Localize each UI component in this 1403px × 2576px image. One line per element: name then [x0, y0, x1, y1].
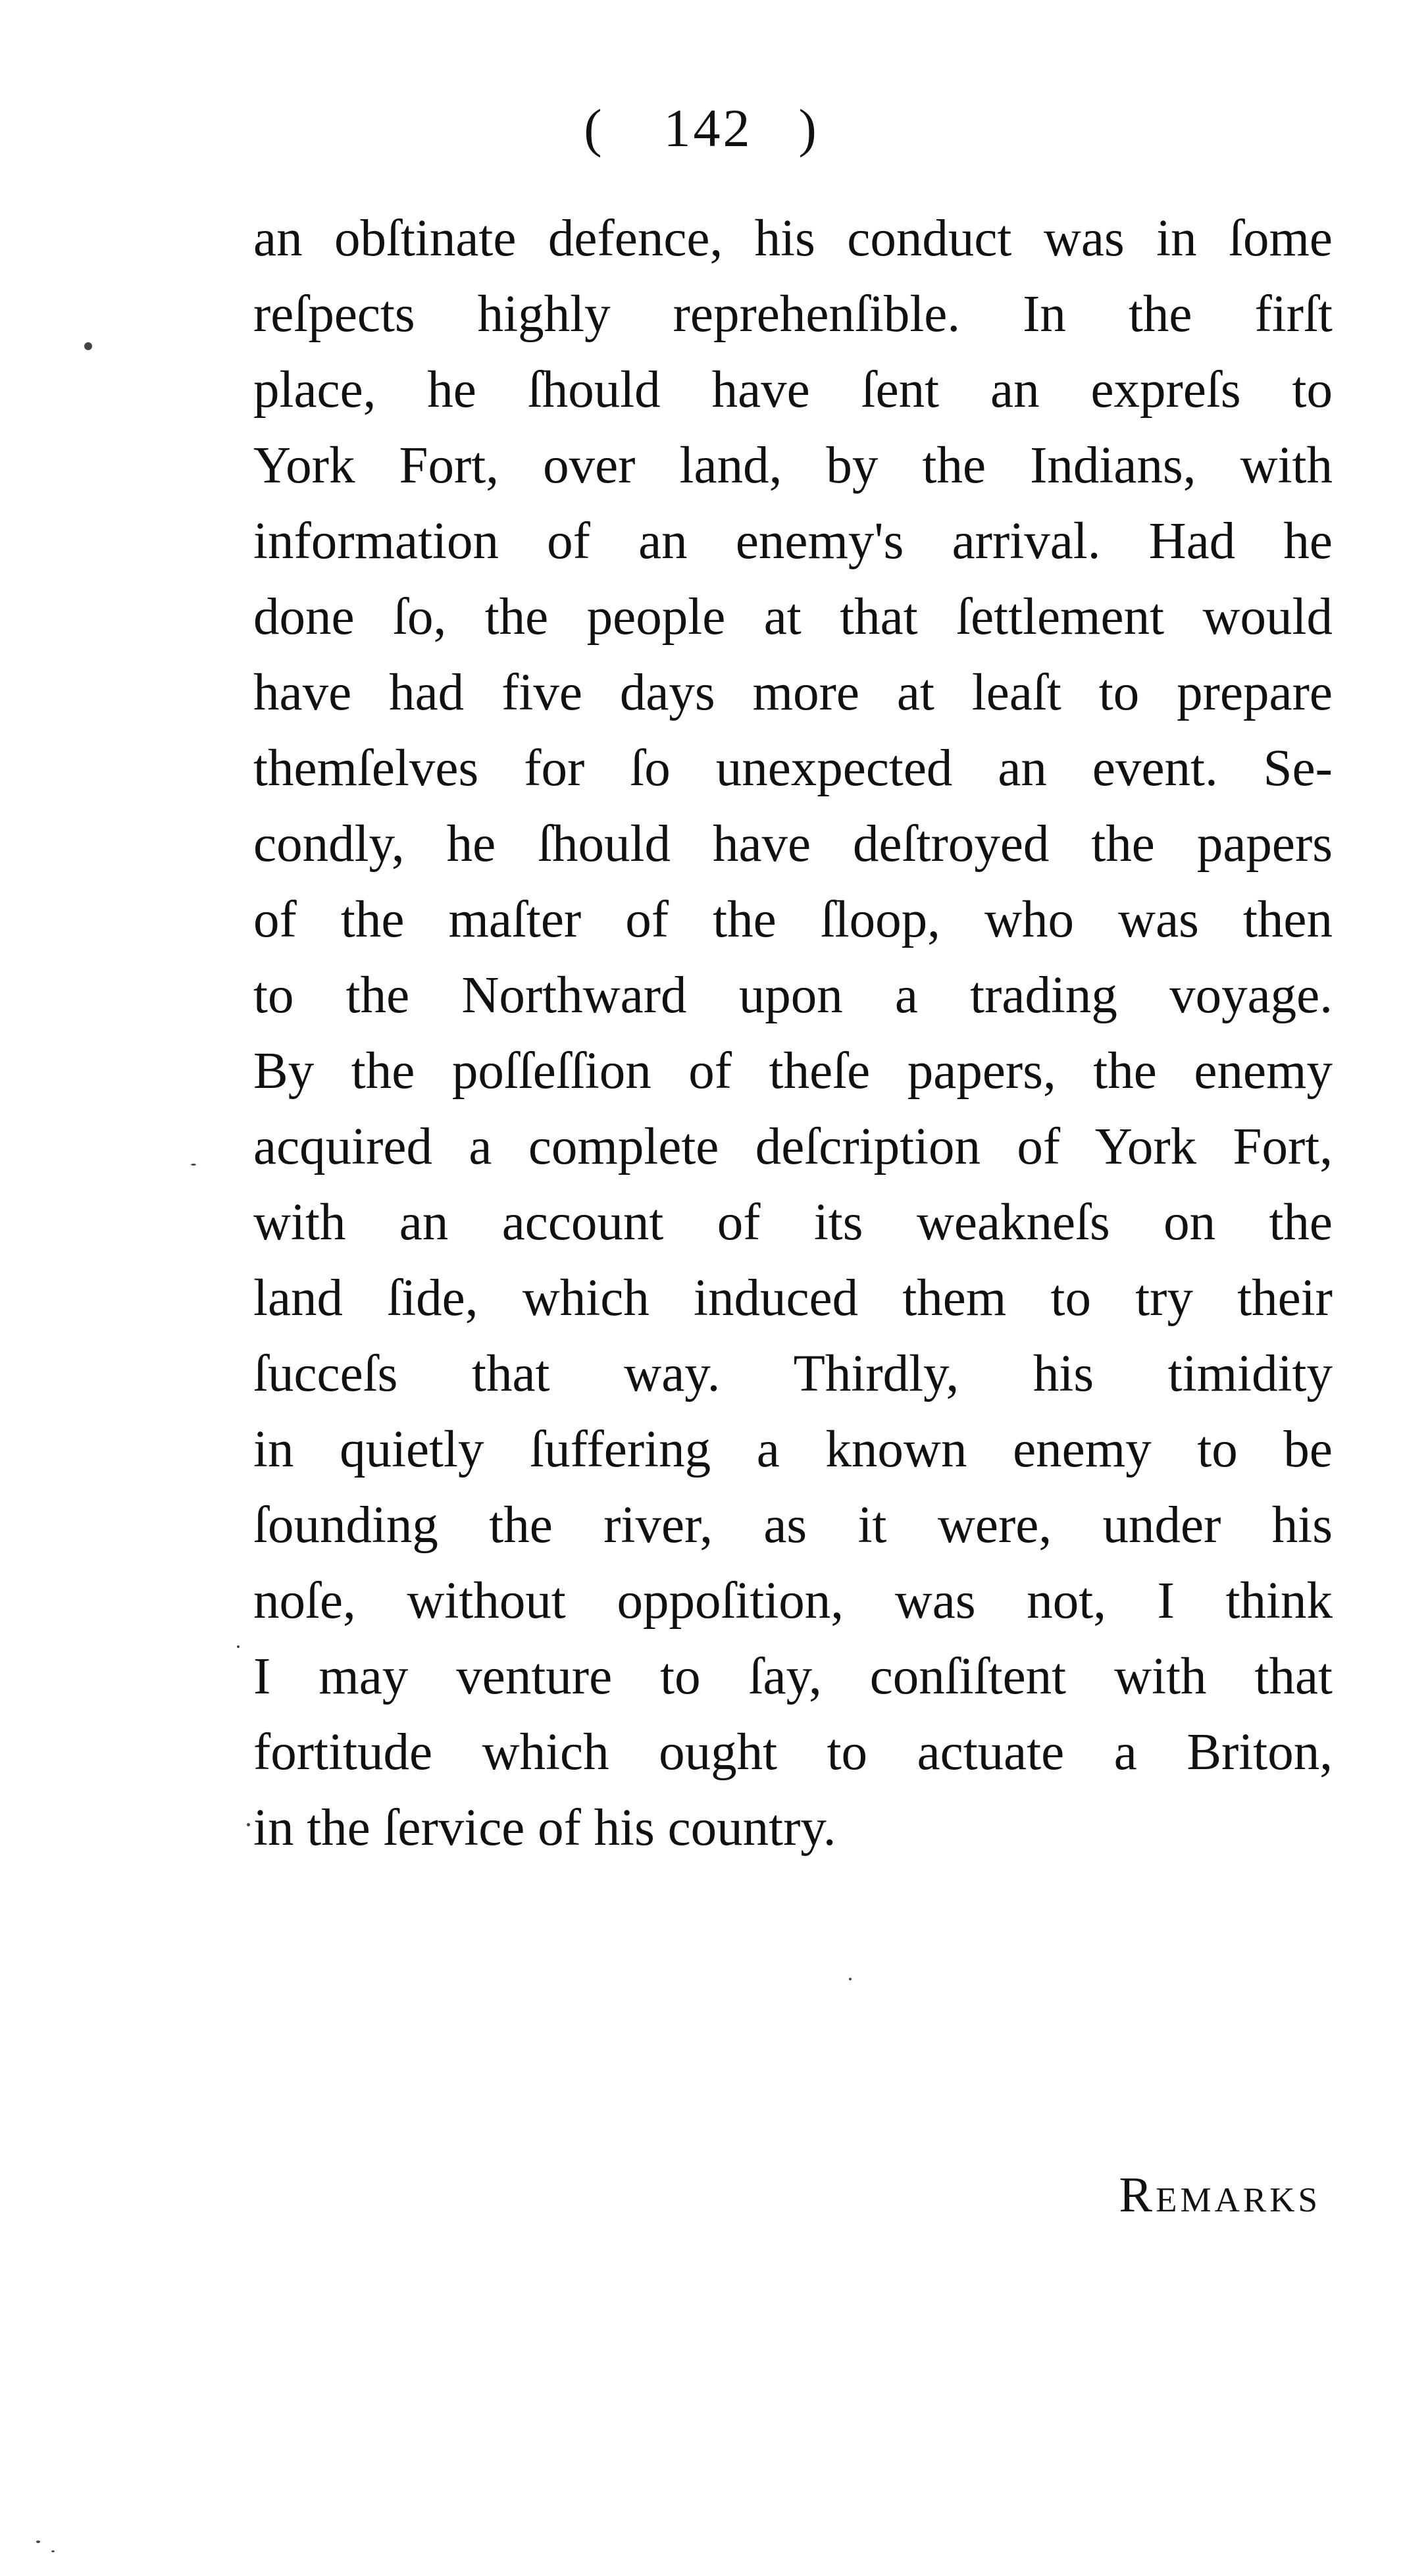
text-line: have had five days more at leaſt to prepare: [253, 664, 1333, 721]
text-line: condly, he ſhould have deſtroyed the papers: [253, 815, 1333, 873]
page-number: 142: [663, 98, 753, 158]
text-line: York Fort, over land, by the Indians, with: [253, 437, 1333, 494]
text-line: reſpects highly reprehenſible. In the firſt: [253, 286, 1333, 343]
scan-speck: [51, 2550, 55, 2552]
close-parenthesis: ): [798, 98, 819, 158]
scan-speck: [36, 2540, 40, 2543]
body-text: [253, 201, 1333, 1866]
text-line: in the ſervice of his country.: [253, 1799, 836, 1857]
text-line: done ſo, the people at that ſettlement would: [253, 588, 1333, 646]
text-line: ſucceſs that way. Thirdly, his timidity: [253, 1345, 1333, 1403]
scan-speck: [84, 342, 92, 350]
text-line: acquired a complete deſcription of York Fort,: [253, 1118, 1333, 1175]
text-line: fortitude which ought to actuate a Briton,: [253, 1724, 1333, 1781]
text-line: By the poſſeſſion of theſe papers, the enemy: [253, 1043, 1333, 1100]
text-line: I may venture to ſay, conſiſtent with that: [253, 1648, 1333, 1705]
text-line: noſe, without oppoſition, was not, I think: [253, 1572, 1333, 1630]
text-line: themſelves for ſo unexpected an event. Se-: [253, 740, 1333, 797]
text-line: information of an enemy's arrival. Had he: [253, 513, 1333, 570]
scan-speck: [247, 1823, 250, 1826]
open-parenthesis: (: [584, 98, 605, 158]
scan-speck: [191, 1164, 196, 1166]
text-line: in quietly ſuffering a known enemy to be: [253, 1421, 1333, 1478]
text-line: with an account of its weakneſs on the: [253, 1194, 1333, 1251]
page-header: [0, 92, 1403, 165]
text-line: of the maſter of the ſloop, who was then: [253, 891, 1333, 948]
catchword: Remarks: [1119, 2167, 1321, 2223]
text-line: land ſide, which induced them to try their: [253, 1270, 1333, 1327]
text-line: ſounding the river, as it were, under his: [253, 1497, 1333, 1554]
scan-speck: [237, 1645, 240, 1648]
text-line: an obſtinate defence, his conduct was in ſome: [253, 210, 1333, 267]
text-line: to the Northward upon a trading voyage.: [253, 967, 1333, 1024]
text-line: place, he ſhould have ſent an expreſs to: [253, 361, 1333, 419]
scan-speck: [849, 1978, 852, 1980]
